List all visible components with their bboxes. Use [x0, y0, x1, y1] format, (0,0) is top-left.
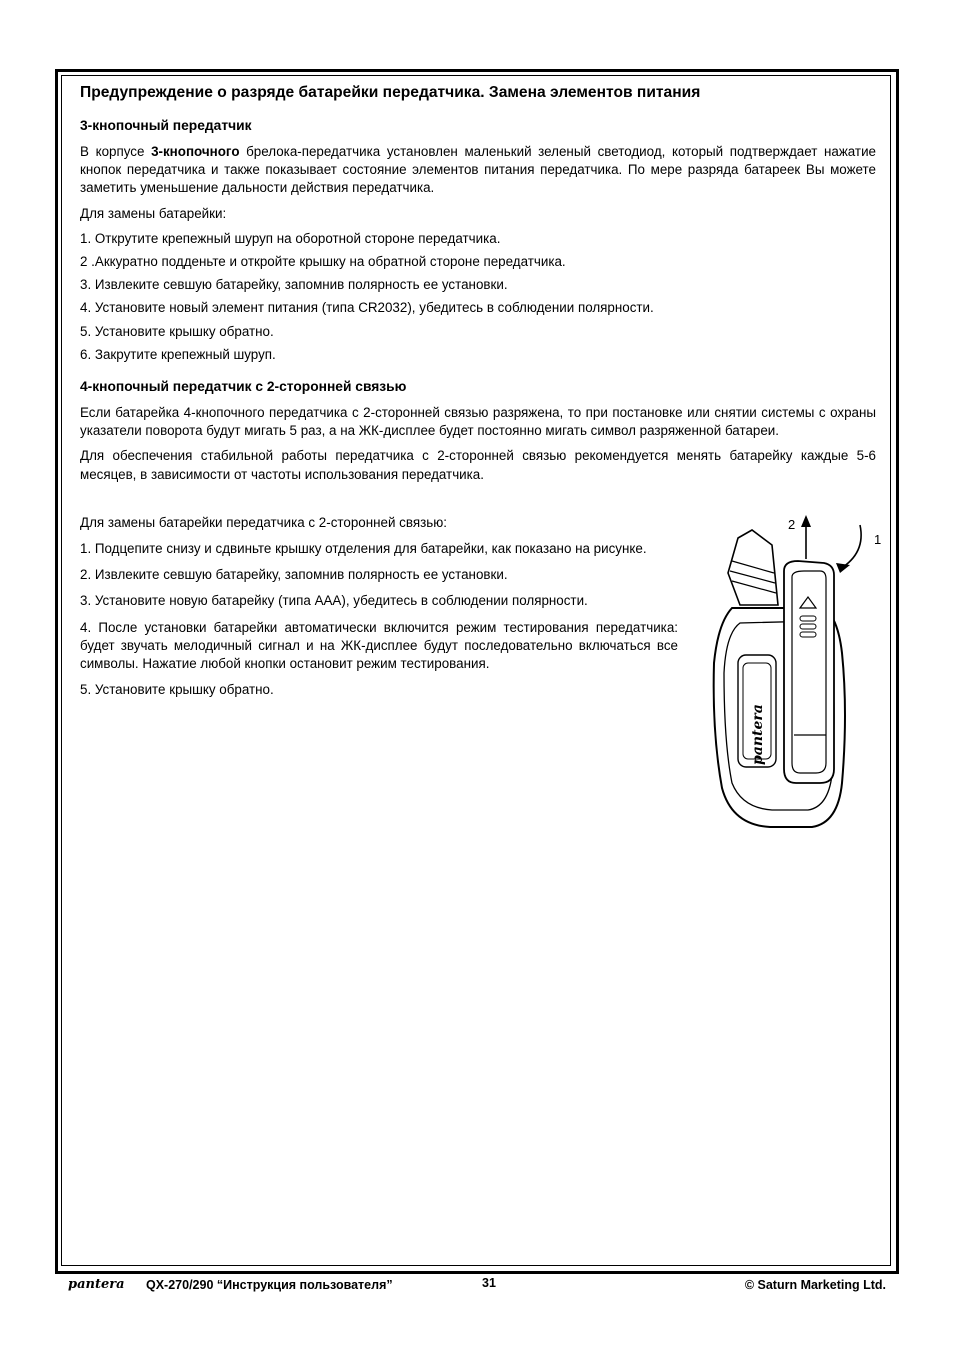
- section2-title: 4-кнопочный передатчик с 2-сторонней связью: [80, 379, 407, 395]
- section1-title: 3-кнопочный передатчик: [80, 118, 252, 133]
- arrow2-label: 2: [788, 517, 796, 532]
- list-item: 3. Извлеките севшую батарейку, запомнив полярность ее установки.: [80, 277, 508, 293]
- section2-para1: Если батарейка 4-кнопочного передатчика с 2-сторонней связью разряжена, то при постановке или снятии системы с охраны указатели поворота будут мигать 5 раз, а на ЖК-дисплее будет постоянно мигать символ разряженной батареи.: [80, 405, 876, 439]
- list-item: 1. Открутите крепежный шуруп на оборотной стороне передатчика.: [80, 230, 501, 246]
- footer-logo: pantera: [68, 1277, 125, 1292]
- footer-copyright: © Saturn Marketing Ltd.: [744, 1278, 886, 1292]
- list-item: 3. Установите новую батарейку (типа AAA), убедитесь в соблюдении полярности.: [80, 593, 588, 609]
- section2-para2: Для обеспечения стабильной работы передатчика с 2-сторонней связью рекомендуется менять батарейку каждые 5-6 месяцев, в зависимости от частоты использования передатчика.: [80, 448, 876, 482]
- page-number: 31: [482, 1276, 496, 1290]
- arrow1-label: 1: [874, 532, 882, 547]
- list-item: 6. Закрутите крепежный шуруп.: [80, 346, 276, 362]
- list-item: 1. Подцепите снизу и сдвиньте крышку отделения для батарейки, как показано на рисунке.: [80, 541, 647, 557]
- section1-intro: В корпусе 3-кнопочного брелока-передатчика установлен маленький зеленый светодиод, который подтверждает нажатие кнопок передатчика и также показывает состояние элементов питания передатчика. По мере разряда батареек Вы можете заметить уменьшение дальности действия передатчика.: [80, 144, 876, 196]
- list-item: 5. Установите крышку обратно.: [80, 682, 274, 698]
- page-heading: Предупреждение о разряде батарейки передатчика. Замена элементов питания: [80, 84, 701, 101]
- list-item: 2 .Аккуратно подденьте и откройте крышку на обратной стороне передатчика.: [80, 254, 566, 270]
- page-footer: [0, 1277, 954, 1299]
- list-item: 2. Извлеките севшую батарейку, запомнив полярность ее установки.: [80, 567, 508, 583]
- section2-lead: Для замены батарейки передатчика с 2-сторонней связью:: [80, 514, 447, 530]
- brand-logo-mark: pantera: [750, 704, 766, 765]
- section1-steps: [80, 230, 876, 364]
- footer-doc-title: QX-270/290 “Инструкция пользователя”: [146, 1278, 393, 1292]
- section2-steps: [80, 514, 678, 700]
- list-item: 4. После установки батарейки автоматически включится режим тестирования передатчика: будет звучать мелодичный сигнал и на ЖК-дисплее будут последовательно включаться все символы. Нажатие любой кнопки остановит режим тестирования.: [80, 619, 678, 672]
- list-item: 5. Установите крышку обратно.: [80, 323, 274, 339]
- list-item: 4. Установите новый элемент питания (типа CR2032), убедитесь в соблюдении полярности.: [80, 300, 654, 316]
- arrow-curved-icon: [840, 525, 861, 569]
- section1-lead: Для замены батарейки:: [80, 205, 227, 221]
- transmitter-illustration: [700, 513, 890, 833]
